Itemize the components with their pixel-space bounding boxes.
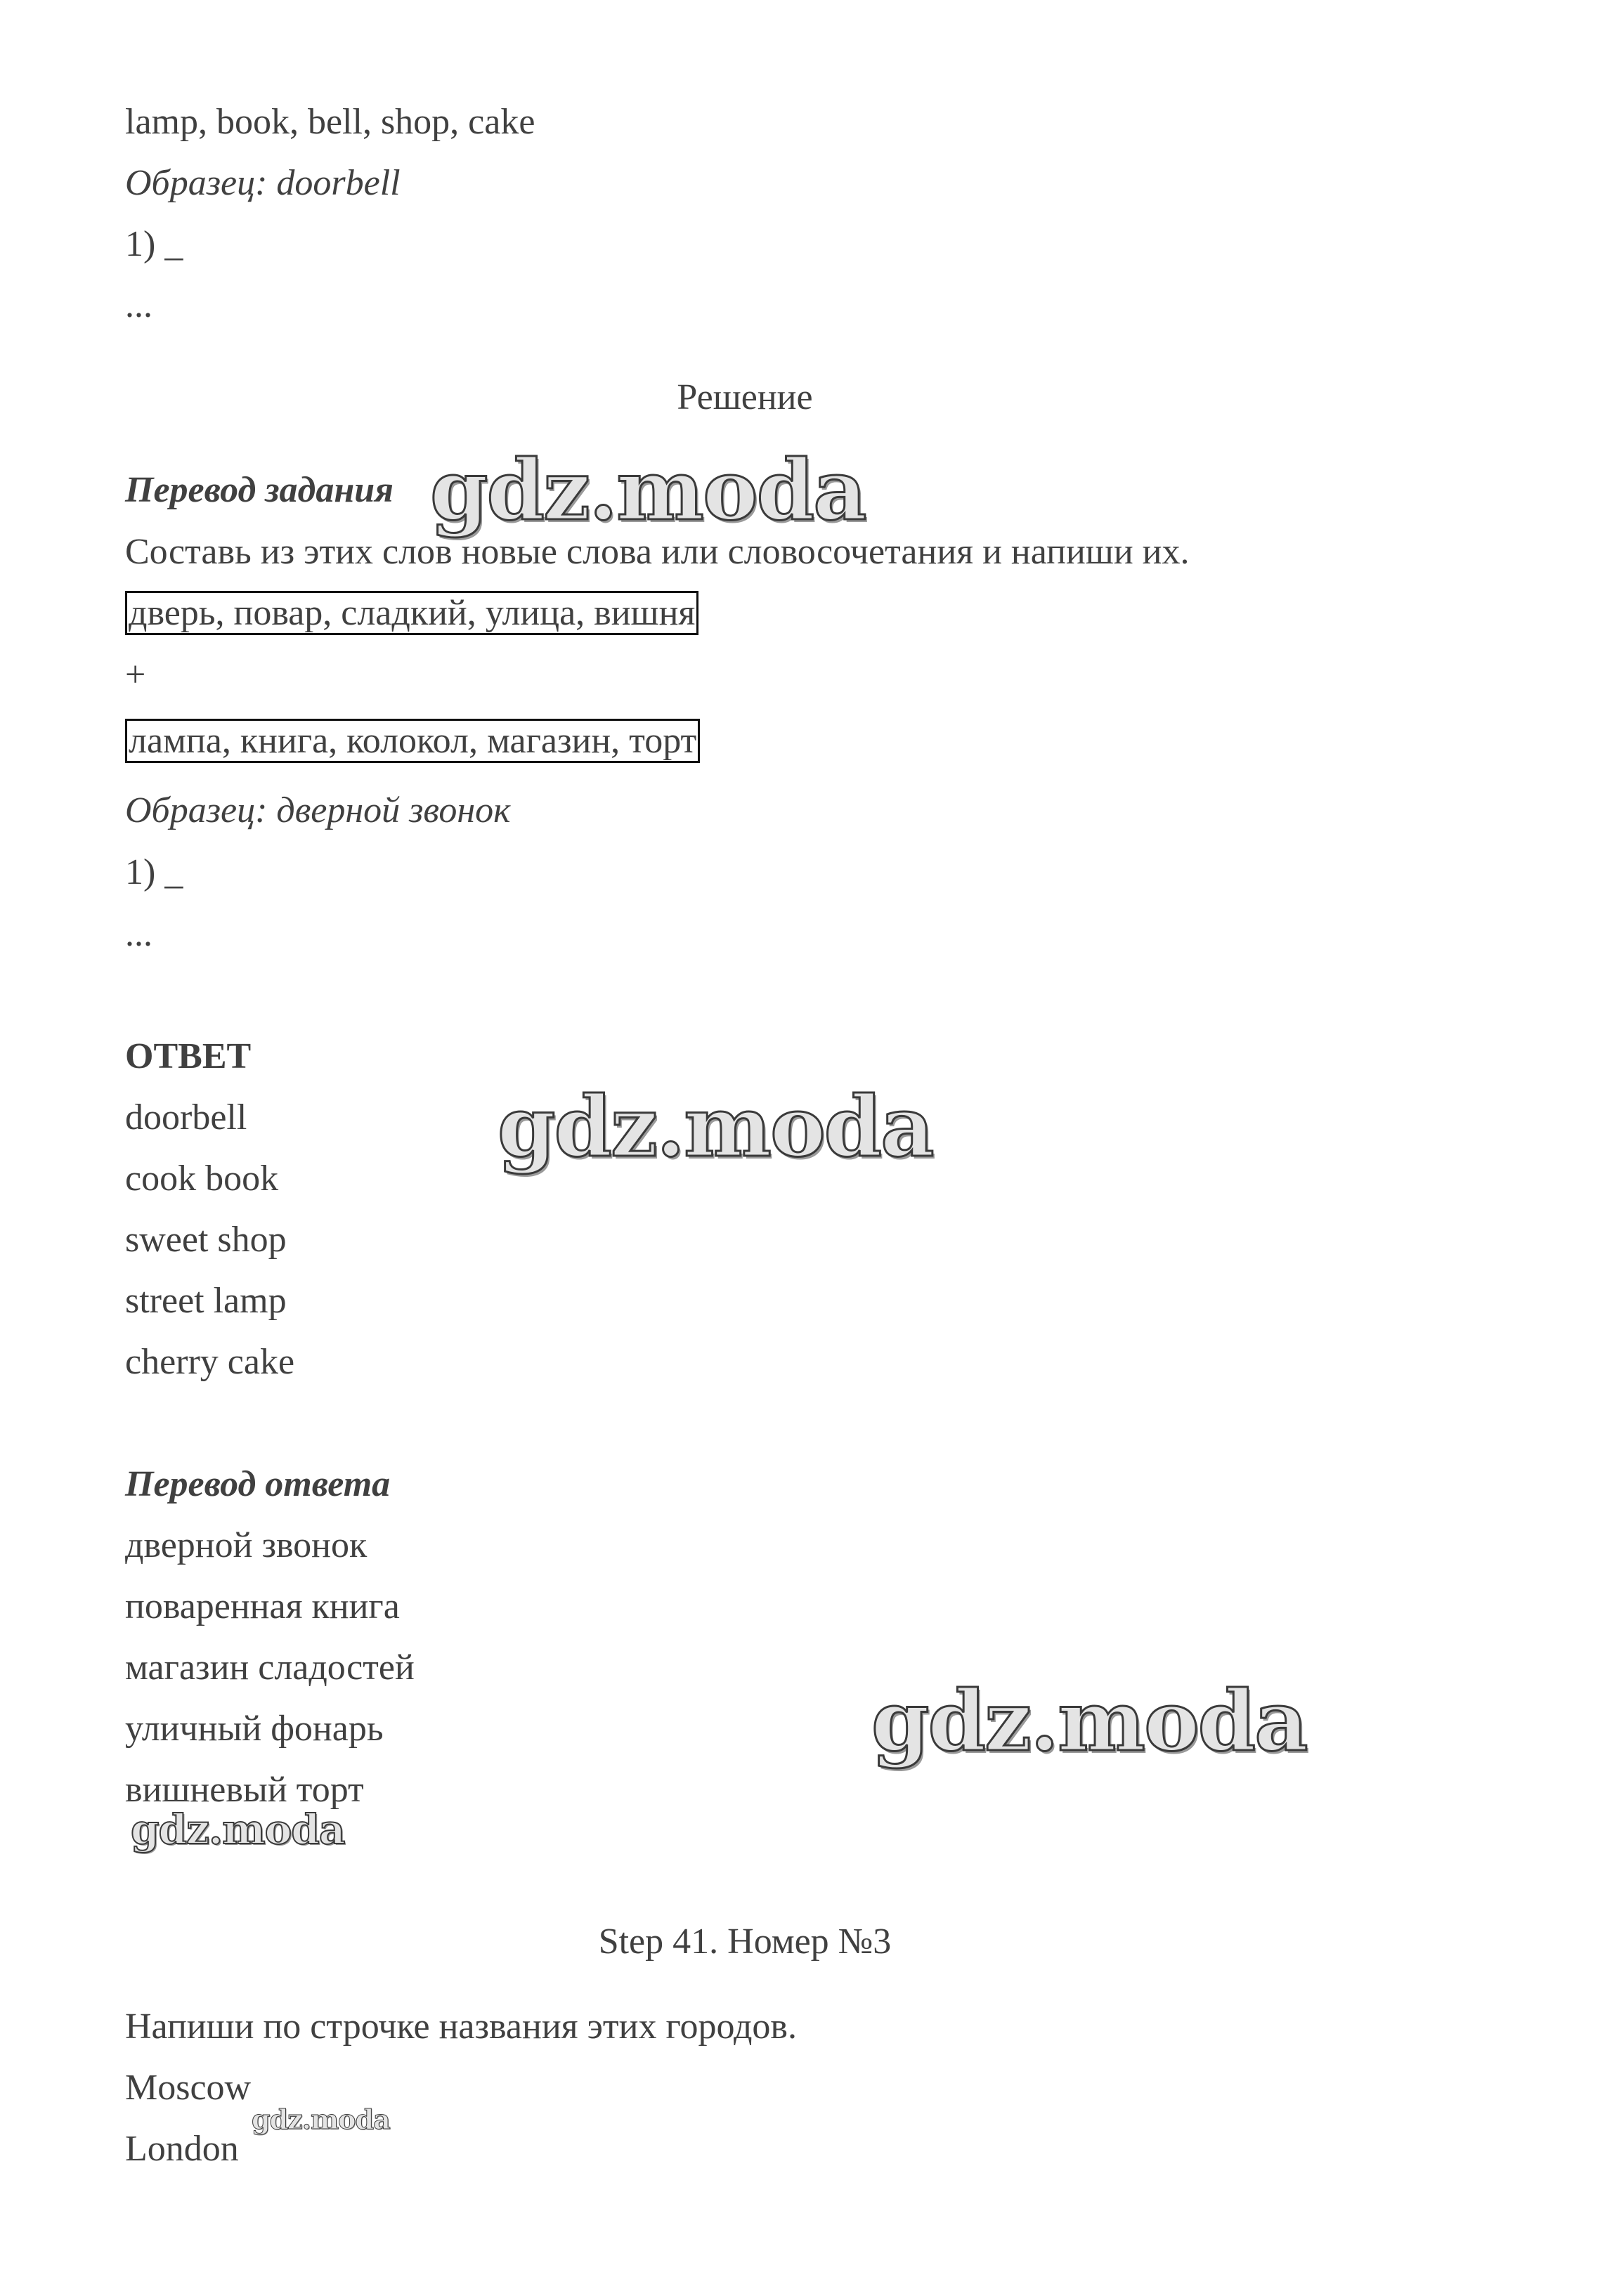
answer-translation-item: вишневый торт bbox=[125, 1770, 364, 1810]
answer-item: cook book bbox=[125, 1159, 279, 1199]
watermark-logo: gdz.moda bbox=[498, 1078, 933, 1175]
translation-ellipsis: ... bbox=[125, 914, 152, 954]
translation-instruction: Составь из этих слов новые слова или словосочетания и напиши их. bbox=[125, 532, 1190, 572]
answer-heading: ОТВЕТ bbox=[125, 1036, 252, 1076]
city-item: Moscow bbox=[125, 2068, 252, 2108]
words-box-2 bbox=[125, 719, 700, 764]
answer-translation-item: поваренная книга bbox=[125, 1586, 400, 1626]
words-box-2-text: лампа, книга, колокол, магазин, торт bbox=[125, 719, 700, 763]
answer-item: street lamp bbox=[125, 1281, 287, 1321]
city-item: London bbox=[125, 2129, 239, 2169]
watermark-logo: gdz.moda bbox=[131, 1806, 345, 1853]
words-box-1 bbox=[125, 591, 698, 636]
watermark-logo: gdz.moda bbox=[430, 441, 866, 539]
ellipsis: ... bbox=[125, 285, 152, 325]
translation-item-1: 1) _ bbox=[125, 852, 183, 892]
answer-item: doorbell bbox=[125, 1097, 247, 1137]
next-task-title: Step 41. Номер №3 bbox=[598, 1922, 892, 1962]
next-task-instruction: Напиши по строчке названия этих городов. bbox=[125, 2007, 797, 2047]
answer-translation-heading: Перевод ответа bbox=[125, 1464, 391, 1504]
answer-item: cherry cake bbox=[125, 1342, 295, 1382]
watermark-logo: gdz.moda bbox=[871, 1672, 1307, 1770]
answer-item: sweet shop bbox=[125, 1220, 287, 1260]
item-1: 1) _ bbox=[125, 224, 183, 264]
answer-translation-item: уличный фонарь bbox=[125, 1709, 384, 1749]
solution-heading: Решение bbox=[677, 377, 813, 417]
words-box-1-text: дверь, повар, сладкий, улица, вишня bbox=[125, 591, 698, 635]
plus-sign: + bbox=[125, 655, 146, 695]
answer-translation-item: дверной звонок bbox=[125, 1525, 368, 1565]
answer-translation-item: магазин сладостей bbox=[125, 1648, 415, 1688]
translation-heading: Перевод задания bbox=[125, 470, 394, 510]
watermark-logo: gdz.moda bbox=[252, 2103, 390, 2135]
words-line: lamp, book, bell, shop, cake bbox=[125, 102, 535, 142]
translation-sample: Образец: дверной звонок bbox=[125, 790, 511, 830]
sample-line: Образец: doorbell bbox=[125, 163, 401, 203]
